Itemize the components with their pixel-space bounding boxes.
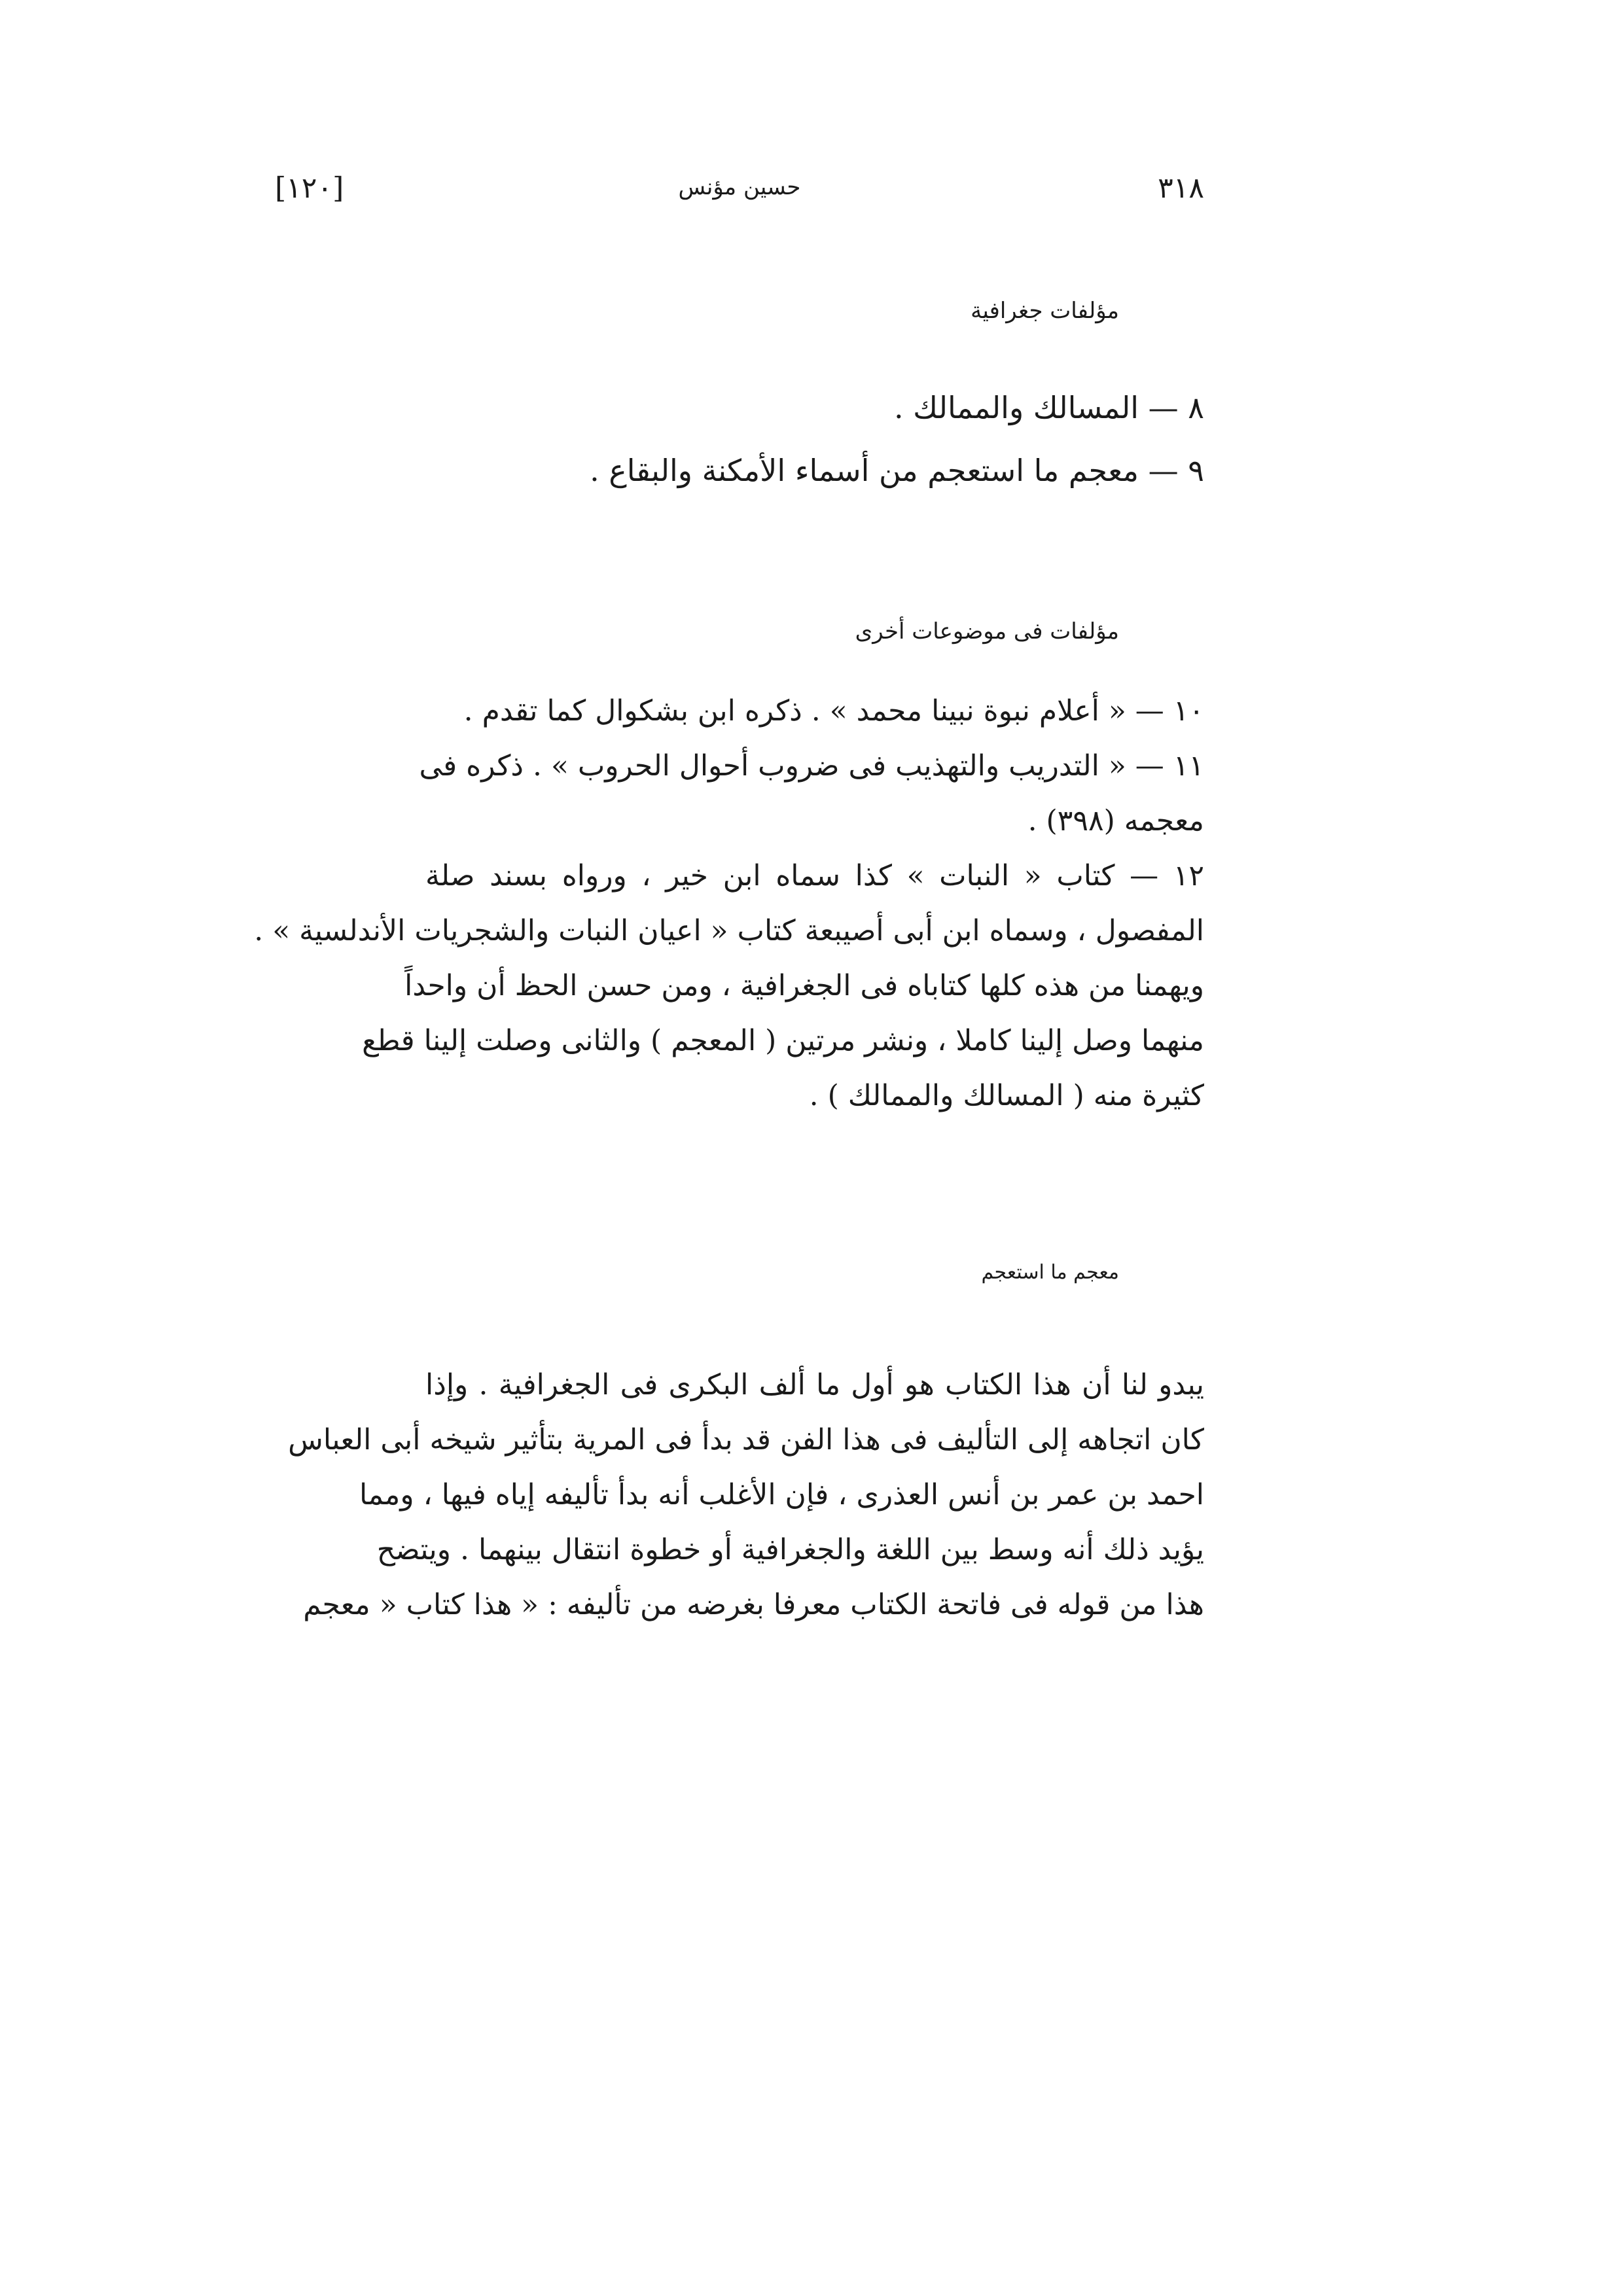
list-item-line: المفصول ، وسماه ابن أبى أصيبعة كتاب « اعيان النبات والشجريات الأندلسية » .	[254, 914, 1204, 947]
list-item-line: ١٢ — كتاب « النبات » كذا سماه ابن خير ، ورواه بسند صلة	[425, 859, 1204, 892]
list-item: ١٠ — « أعلام نبوة نبينا محمد » . ذكره ابن بشكوال كما تقدم .	[463, 694, 1204, 728]
other-works-list	[254, 684, 1204, 1123]
paragraph-line: منهما وصل إلينا كاملا ، ونشر مرتين ( المعجم ) والثانى وصلت إلينا قطع	[362, 1024, 1204, 1057]
paragraph-line: كثيرة منه ( المسالك والممالك ) .	[809, 1079, 1204, 1112]
paragraph-line: هذا من قوله فى فاتحة الكتاب معرفا بغرضه من تأليفه : « هذا كتاب « معجم	[303, 1588, 1204, 1621]
paragraph-line: يبدو لنا أن هذا الكتاب هو أول ما ألف البكرى فى الجغرافية . وإذا	[425, 1368, 1204, 1402]
list-item-line: معجمه (٣٩٨) .	[1027, 804, 1204, 838]
page-number: ٣١٨	[1158, 171, 1204, 205]
list-item: ٩ — معجم ما استعجم من أسماء الأمكنة والبقاع .	[590, 453, 1204, 488]
paragraph-line: يؤيد ذلك أنه وسط بين اللغة والجغرافية أو خطوة انتقال بينهما . ويتضح	[376, 1533, 1204, 1566]
paragraph-line: كان اتجاهه إلى التأليف فى هذا الفن قد بدأ فى المرية بتأثير شيخه أبى العباس	[288, 1423, 1204, 1457]
running-head-author: حسين مؤنس	[678, 174, 801, 200]
paragraph-line: ويهمنا من هذه كلها كتاباه فى الجغرافية ، ومن حسن الحظ أن واحداً	[404, 969, 1204, 1002]
list-item: ٨ — المسالك والممالك .	[893, 390, 1204, 425]
page-header	[275, 171, 1204, 224]
mujam-paragraph	[288, 1358, 1204, 1633]
list-item-line: ١١ — « التدريب والتهذيب فى ضروب أحوال الحروب » . ذكره فى	[419, 749, 1204, 783]
geographic-works-list	[425, 376, 1204, 502]
paragraph-line: احمد بن عمر بن أنس العذرى ، فإن الأغلب أنه بدأ تأليفه إياه فيها ، ومما	[359, 1478, 1204, 1511]
section-mujam	[425, 1253, 1204, 1292]
section-geographic-works	[425, 291, 1204, 330]
section-heading: مؤلفات فى موضوعات أخرى	[855, 618, 1119, 645]
section-other-works	[425, 612, 1204, 651]
bracketed-page-number: [١٢٠]	[275, 171, 344, 205]
section-heading: معجم ما استعجم	[981, 1261, 1119, 1284]
section-heading: مؤلفات جغرافية	[971, 298, 1119, 324]
